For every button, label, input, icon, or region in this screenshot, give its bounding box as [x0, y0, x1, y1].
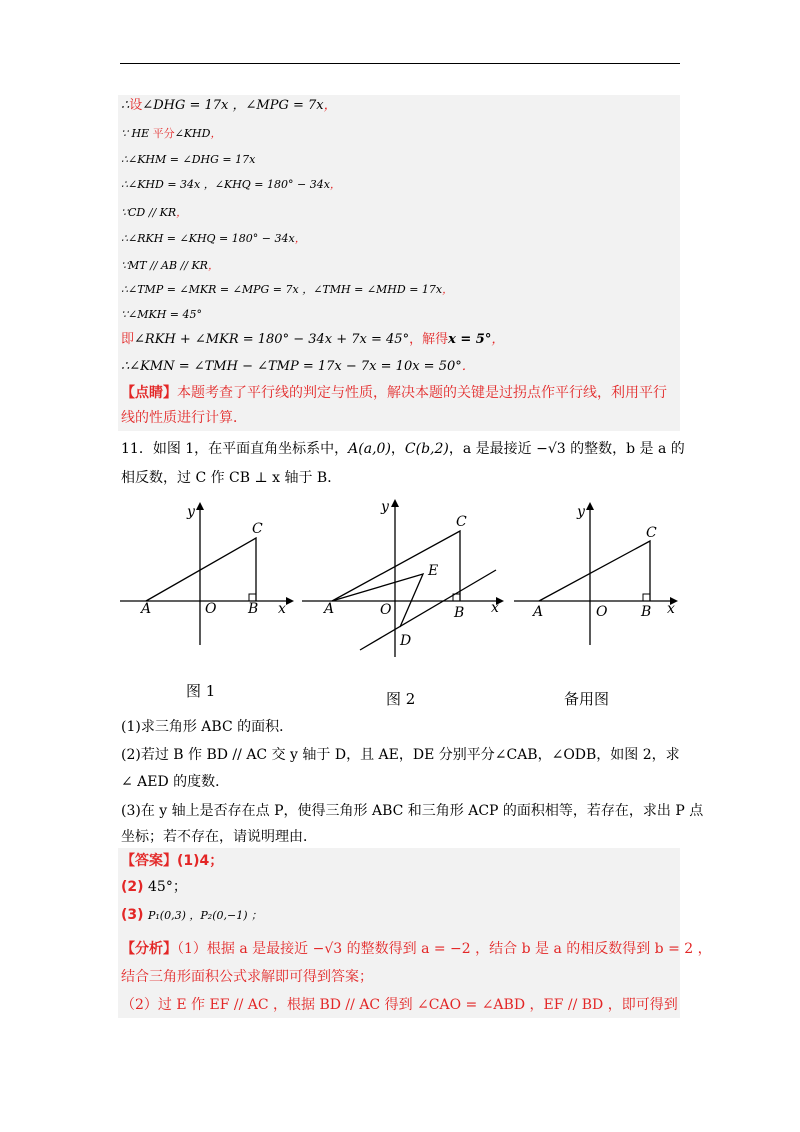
question-1: (1)求三角形 ABC 的面积．	[121, 719, 294, 735]
fig3-label-O: O	[596, 604, 608, 620]
fig3-label-B: B	[641, 604, 652, 620]
solution-line-2: ∵ HE 平分∠KHD，	[121, 127, 222, 140]
fig3-label-A: A	[533, 604, 544, 620]
dianjing-line-2: 线的性质进行计算．	[121, 410, 247, 426]
solution-line-8: ∴∠TMP = ∠MKR = ∠MPG = 7x ，∠TMH = ∠MHD = 17x，	[121, 283, 454, 296]
dianjing-line-1: 【点睛】本题考查了平行线的判定与性质，解决本题的关键是过拐点作平行线，利用平行	[121, 385, 667, 401]
solution-line-10: 即∠RKH + ∠MKR = 180° − 34x + 7x = 45°，解得x = 5°，	[121, 332, 505, 347]
fig1-label-O: O	[205, 601, 217, 617]
fig1-label-y: y	[187, 504, 195, 520]
fig1-caption: 图 1	[186, 682, 216, 700]
solution-line-6: ∴∠RKH = ∠KHQ = 180° − 34x，	[121, 232, 306, 245]
question-2-line-1: (2)若过 B 作 BD // AC 交 y 轴于 D，且 AE，DE 分别平分∠CAB，∠ODB，如图 2，求	[121, 747, 680, 763]
fig2-label-B: B	[454, 605, 465, 621]
fig3-caption: 备用图	[564, 690, 610, 708]
answer-line-3: (3) P₁(0,3) ，P₂(0,−1) ；	[121, 907, 262, 923]
fig1-label-x: x	[278, 601, 286, 617]
figure-3	[512, 500, 682, 650]
figure-2	[300, 495, 510, 675]
fig2-label-E: E	[428, 563, 439, 579]
solution-line-7: ∵MT // AB // KR，	[121, 259, 219, 272]
fig1-label-B: B	[248, 601, 259, 617]
solution-line-11: ∴∠KMN = ∠TMH − ∠TMP = 17x − 7x = 10x = 50°．	[121, 359, 475, 374]
fig3-label-x: x	[667, 601, 675, 617]
problem-line-2: 相反数，过 C 作 CB ⊥ x 轴于 B．	[121, 470, 342, 486]
solution-line-3: ∴∠KHM = ∠DHG = 17x	[121, 153, 256, 166]
fig2-label-x: x	[491, 600, 499, 616]
answer-line-1: 【答案】(1)4；	[121, 853, 224, 869]
problem-line-1: 11．如图 1，在平面直角坐标系中，A(a,0)，C(b,2)，a 是最接近 −√3 的整数，b 是 a 的	[121, 441, 685, 457]
header-rule	[120, 63, 680, 64]
question-2-line-2: ∠ AED 的度数．	[121, 774, 230, 790]
question-3-line-2: 坐标；若不存在，请说明理由．	[121, 829, 317, 845]
fig2-label-C: C	[456, 514, 467, 530]
question-3-line-1: (3)在 y 轴上是否存在点 P，使得三角形 ABC 和三角形 ACP 的面积相等，若存在，求出 P 点	[121, 803, 704, 819]
fig1-label-C: C	[252, 521, 263, 537]
fig2-label-y: y	[381, 499, 389, 515]
fig2-label-A: A	[324, 601, 335, 617]
fig2-label-O: O	[380, 602, 392, 618]
analysis-line-2: 结合三角形面积公式求解即可得到答案；	[121, 969, 373, 985]
fig3-label-C: C	[646, 525, 657, 541]
solution-line-1: ∴设∠DHG = 17x ，∠MPG = 7x，	[121, 98, 337, 113]
solution-line-5: ∵CD // KR，	[121, 206, 188, 219]
solution-line-9: ∵∠MKH = 45°	[121, 308, 202, 321]
answer-line-2: (2) 45°；	[121, 879, 187, 895]
analysis-line-3: （2）过 E 作 EF // AC ，根据 BD // AC 得到 ∠CAO = ∠ABD ，EF // BD ，即可得到	[121, 997, 678, 1013]
answer-block	[118, 848, 680, 1018]
solution-line-4: ∴∠KHD = 34x ，∠KHQ = 180° − 34x，	[121, 178, 341, 191]
analysis-line-1: 【分析】（1）根据 a 是最接近 −√3 的整数得到 a = −2 ，结合 b 是 a 的相反数得到 b = 2 ，	[121, 941, 712, 957]
fig3-label-y: y	[577, 504, 585, 520]
fig1-label-A: A	[141, 601, 152, 617]
figure-1	[118, 500, 298, 650]
fig2-caption: 图 2	[386, 690, 416, 708]
fig2-label-D: D	[400, 633, 412, 649]
